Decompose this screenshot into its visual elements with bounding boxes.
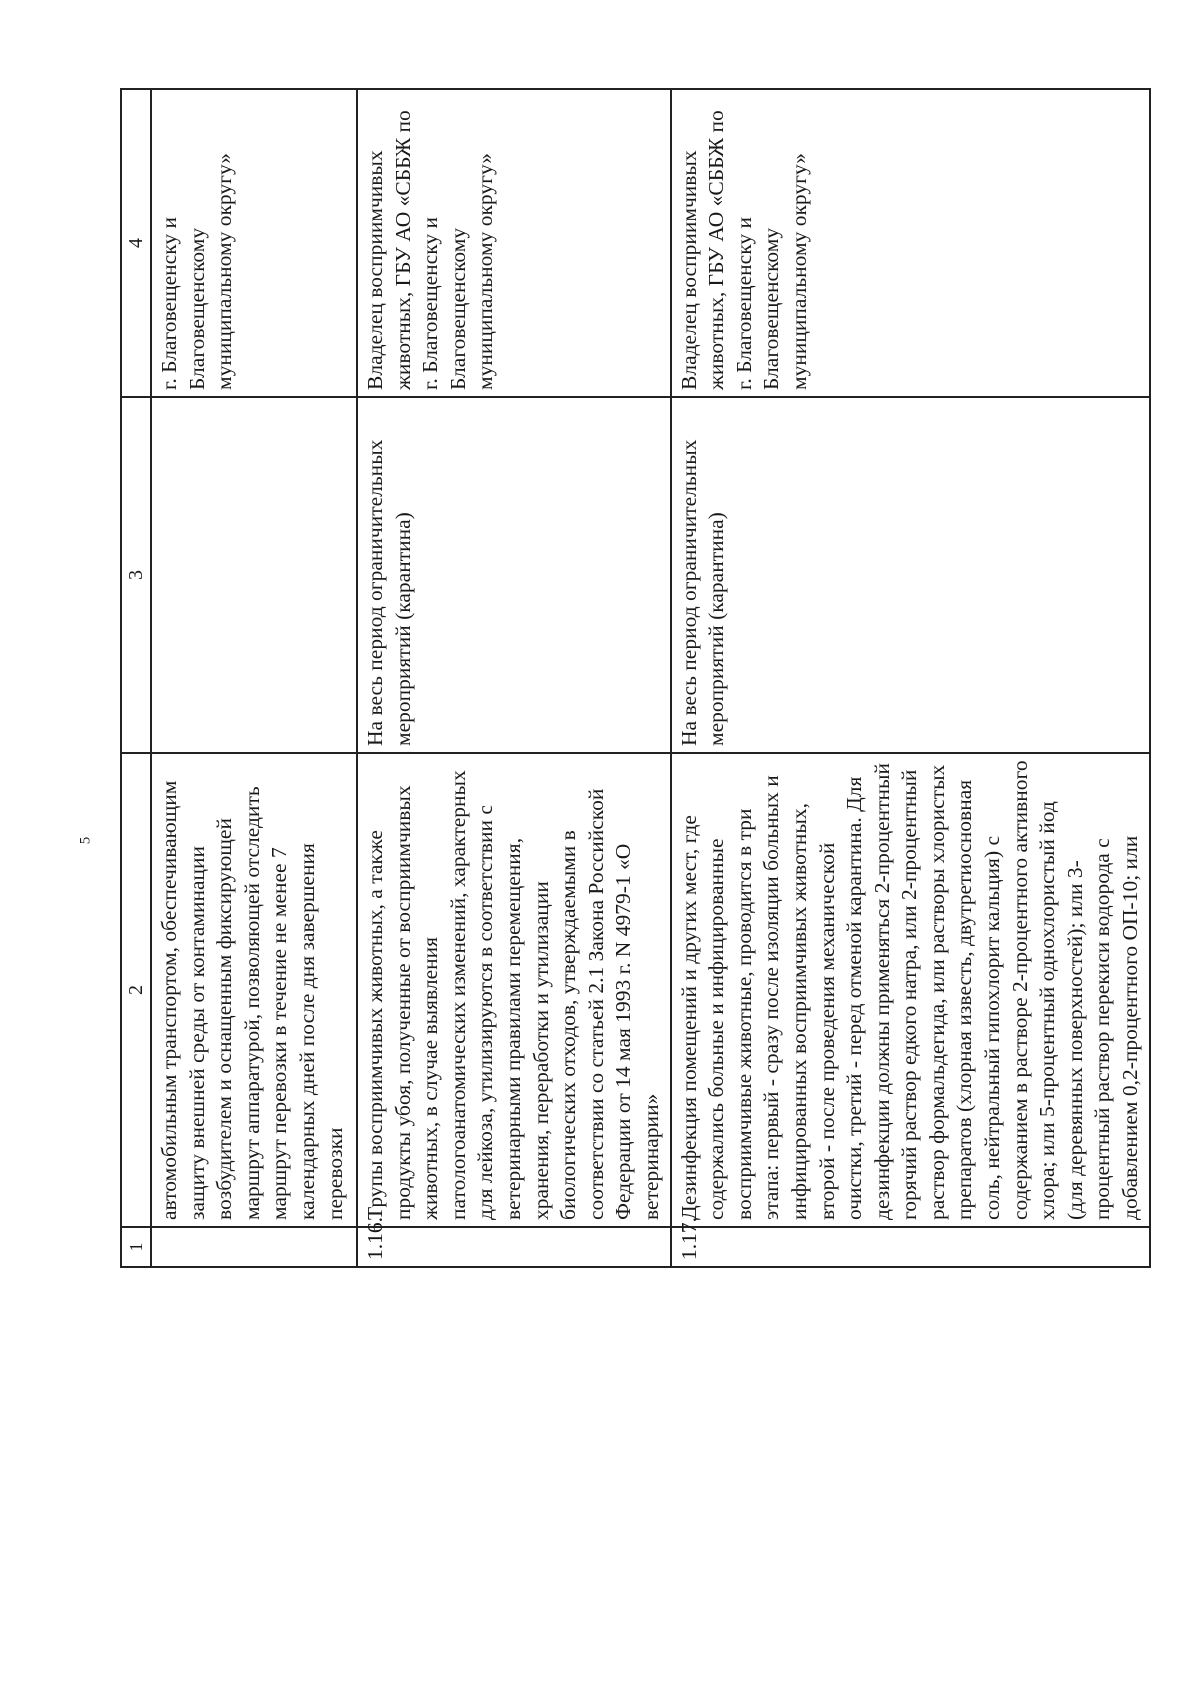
measure-text: Дезинфекция помещений и других мест, где содержались больные и инфицированные восприимчивые животные, проводится в три этапа: первый - сразу после изоляции больных и инфицированных восприимчивых животных, второй - после проведения механической очистки, третий - перед отменой карантина. Для дезинфекции должны применяться 2-процентный горячий раствор едкого натра, или 2-процентный раствор формальдегида, или растворы хлористых препаратов (хлорная известь, двутретиосновная соль, нейтральный гипохлорит кальция) с содержанием в растворе 2-процентного активного хлора; или 5-процентный однохлористый йод (для деревянных поверхностей); или 3-процентный раствор перекиси водорода с добавлением 0,2-процентного ОП-10; или: [671, 753, 1150, 1227]
table-row: [671, 89, 1150, 1267]
row-number: 1.17.: [671, 1227, 1150, 1267]
measure-period: На весь период ограничительных мероприятий (карантина): [671, 397, 1150, 753]
measure-responsible: Владелец восприимчивых животных, ГБУ АО «СББЖ по г. Благовещенску и Благовещенскому муниципальному округу»: [671, 89, 1150, 397]
column-header-1: 1: [121, 1227, 151, 1267]
measure-text: автомобильным транспортом, обеспечивающим защиту внешней среды от контаминации возбудителем и оснащенным фиксирующей маршрут аппаратурой, позволяющей отследить маршрут перевозки в течение не менее 7 календарных дней после дня завершения перевозки: [151, 753, 357, 1227]
row-number: 1.16.: [357, 1227, 671, 1267]
column-header-2: 2: [121, 753, 151, 1227]
measure-text: Трупы восприимчивых животных, а также продукты убоя, полученные от восприимчивых животных, в случае выявления патологоанатомических изменений, характерных для лейкоза, утилизируются в соответствии с ветеринарными правилами перемещения, хранения, переработки и утилизации биологических отходов, утверждаемыми в соответствии со статьей 2.1 Закона Российской Федерации от 14 мая 1993 г. N 4979-1 «О ветеринарии»: [357, 753, 671, 1227]
measures-table: [120, 88, 1151, 1268]
measure-period: [151, 397, 357, 753]
row-number: [151, 1227, 357, 1267]
measure-responsible: Владелец восприимчивых животных, ГБУ АО «СББЖ по г. Благовещенску и Благовещенскому муниципальному округу»: [357, 89, 671, 397]
table-row: [151, 89, 357, 1267]
measure-period: На весь период ограничительных мероприятий (карантина): [357, 397, 671, 753]
table-header-row: [121, 89, 151, 1267]
measure-responsible: г. Благовещенску и Благовещенскому муниципальному округу»: [151, 89, 357, 397]
column-header-3: 3: [121, 397, 151, 753]
table-row: [357, 89, 671, 1267]
page-number: 5: [77, 836, 94, 845]
regulation-table: [120, 90, 1143, 1268]
column-header-4: 4: [121, 89, 151, 397]
